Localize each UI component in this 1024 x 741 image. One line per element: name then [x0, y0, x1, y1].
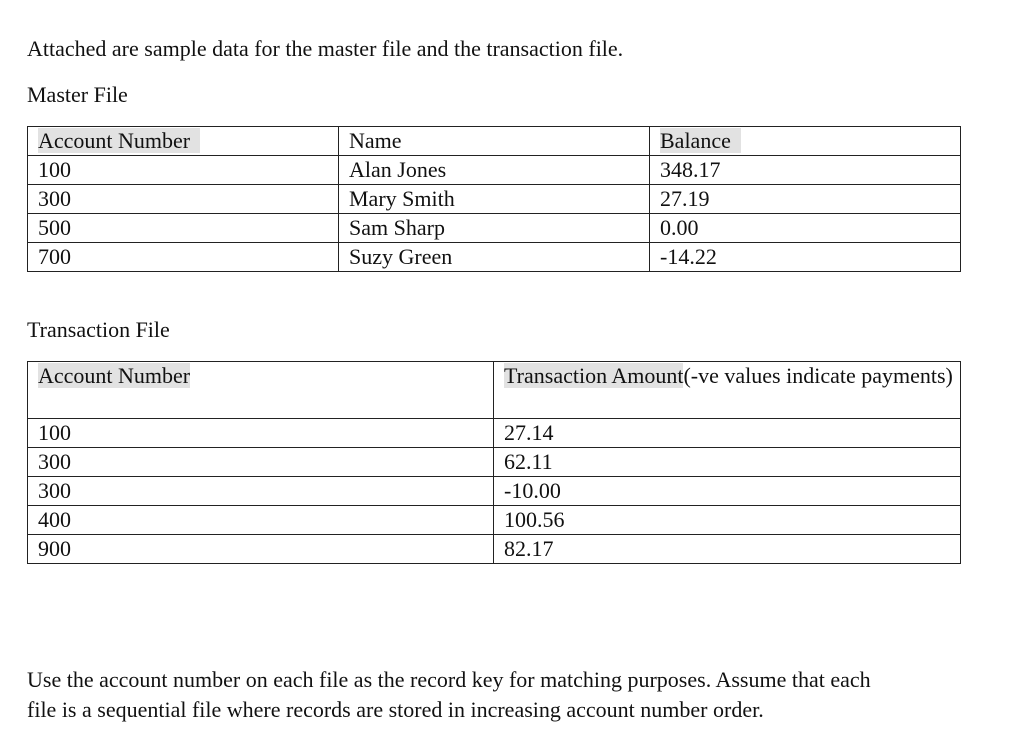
master-name-cell: Mary Smith [339, 185, 650, 214]
master-header-account: Account Number [28, 127, 339, 156]
table-row [28, 185, 961, 214]
master-name-cell: Alan Jones [339, 156, 650, 185]
intro-text: Attached are sample data for the master file and the transaction file. [27, 36, 624, 61]
table-row [28, 448, 961, 477]
master-account-cell: 500 [28, 214, 339, 243]
footer-text-line-2: file is a sequential file where records are stored in increasing account number order. [27, 697, 764, 722]
transaction-account-cell: 300 [28, 477, 494, 506]
transaction-header-row [28, 362, 961, 419]
transaction-amount-cell: -10.00 [494, 477, 961, 506]
transaction-header-amount: Transaction Amount(-ve values indicate payments) [494, 362, 961, 419]
master-balance-cell: 27.19 [650, 185, 961, 214]
transaction-account-cell: 900 [28, 535, 494, 564]
transaction-file-label: Transaction File [27, 317, 170, 342]
master-header-balance: Balance [650, 127, 961, 156]
transaction-amount-cell: 100.56 [494, 506, 961, 535]
transaction-amount-cell: 82.17 [494, 535, 961, 564]
master-file-label: Master File [27, 82, 128, 107]
transaction-file-table [27, 361, 961, 564]
master-header-row [28, 127, 961, 156]
master-header-name: Name [339, 127, 650, 156]
transaction-amount-cell: 27.14 [494, 419, 961, 448]
master-file-table [27, 126, 961, 272]
master-account-cell: 100 [28, 156, 339, 185]
table-row [28, 214, 961, 243]
master-account-cell: 300 [28, 185, 339, 214]
master-balance-cell: 0.00 [650, 214, 961, 243]
master-balance-cell: -14.22 [650, 243, 961, 272]
table-row [28, 477, 961, 506]
table-row [28, 506, 961, 535]
transaction-amount-cell: 62.11 [494, 448, 961, 477]
master-balance-cell: 348.17 [650, 156, 961, 185]
master-name-cell: Suzy Green [339, 243, 650, 272]
table-row [28, 156, 961, 185]
transaction-account-cell: 300 [28, 448, 494, 477]
table-row [28, 535, 961, 564]
table-row [28, 419, 961, 448]
transaction-account-cell: 100 [28, 419, 494, 448]
footer-text-line-1: Use the account number on each file as the record key for matching purposes. Assume that each [27, 667, 871, 692]
master-name-cell: Sam Sharp [339, 214, 650, 243]
transaction-account-cell: 400 [28, 506, 494, 535]
table-row [28, 243, 961, 272]
transaction-header-account: Account Number [28, 362, 494, 419]
master-account-cell: 700 [28, 243, 339, 272]
